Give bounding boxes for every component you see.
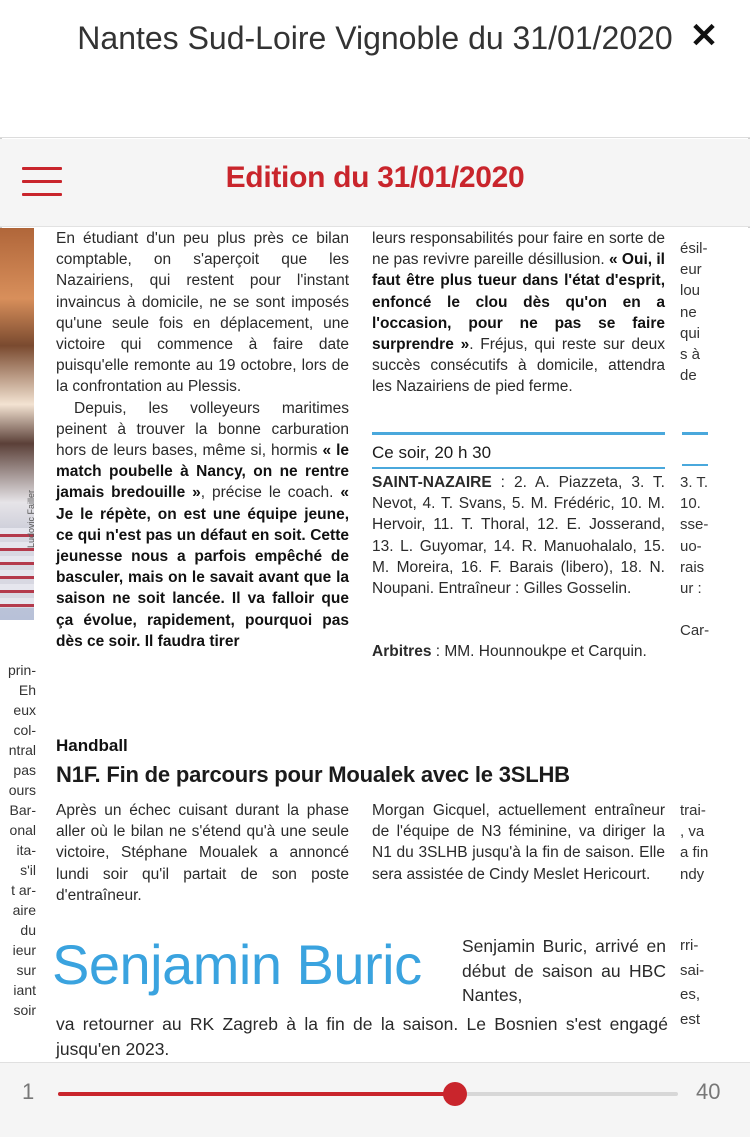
match-box-title: Ce soir, 20 h 30: [372, 432, 665, 469]
text-fragment: Bar-: [9, 802, 36, 818]
handball-column-2: Morgan Gicquel, actuellement entraîneur de l'équipe de N3 féminine, va diriger la N1 du 3SLHB jusqu'à la fin de saison. Elle sera assistée de Cindy Meslet Hericourt.: [372, 802, 665, 883]
match-box-rule-fragment: [682, 432, 708, 466]
edition-bar: [0, 139, 750, 227]
close-icon: ✕: [689, 17, 719, 55]
text-fragment: [680, 599, 709, 620]
edition-title: Edition du 31/01/2020: [225, 161, 525, 194]
fragment-group: [680, 238, 708, 386]
text-fragment: ne: [680, 303, 697, 321]
buric-body: va retourner au RK Zagreb à la fin de la saison. Le Bosnien s'est engagé jusqu'en 2023.: [56, 1014, 668, 1059]
handball-column-1: Après un échec cuisant durant la phase aller où le bilan ne s'étend qu'à une seule victoire, Stéphane Moualek a annoncé lundi soir qu'il partait de son poste d'entraîneur.: [56, 802, 349, 904]
text-fragment: aire: [12, 902, 36, 918]
text-fragment: eur: [680, 261, 702, 279]
text-fragment: du: [20, 922, 36, 938]
quote-run: « Je le répète, on est une équipe jeune, ce qui n'est pas un défaut en soit. Cette jeunesse nous a parfois empêché de basculer, mais on le savait avant que la saison ne soit lancée. Il va falloir que ça évolue, rapidement, pourquoi pas dès ce soir. Il faudra tirer: [56, 484, 349, 650]
page-min-label: 1: [22, 1079, 35, 1104]
text-fragment: 10.: [680, 495, 701, 513]
referees: [372, 641, 665, 662]
text-fragment: prin-: [7, 662, 36, 678]
text-fragment: Eh: [18, 682, 36, 698]
text-fragment: a fin: [680, 844, 709, 862]
text-fragment: ours: [8, 782, 36, 798]
text-fragment: 3. T.: [680, 474, 709, 491]
close-button[interactable]: [682, 16, 726, 56]
article-paragraph: [372, 228, 665, 398]
text-fragment: ita-: [16, 842, 36, 858]
fragment-group: [680, 800, 708, 885]
featured-name-heading: Senjamin Buric: [52, 933, 422, 996]
text-fragment: pas: [13, 762, 36, 778]
text-fragment: s'il: [20, 862, 36, 878]
text-fragment: uo-: [680, 537, 702, 555]
article-headline: N1F. Fin de parcours pour Moualek avec le 3SLHB: [56, 762, 570, 787]
text-fragment: qui: [680, 324, 701, 342]
text-fragment: es,: [680, 986, 701, 1003]
text-fragment: ntral: [8, 742, 36, 758]
text-fragment: sse-: [680, 516, 709, 534]
referees-text: : MM. Hounnoukpe et Carquin.: [431, 643, 647, 660]
article-column-1: [56, 228, 349, 652]
fragment-group: [680, 472, 709, 642]
text-fragment: t ar-: [11, 882, 36, 898]
buric-intro: Senjamin Buric, arrivé en début de saison au HBC Nantes,: [462, 936, 666, 1005]
team-roster: [372, 472, 665, 599]
text-fragment: ndy: [680, 865, 705, 883]
text-fragment: onal: [9, 822, 36, 838]
text-fragment: ieur: [12, 942, 36, 958]
text-fragment: s à: [680, 346, 701, 364]
team-roster-text: : 2. A. Piazzeta, 3. T. Nevot, 4. T. Svans, 5. M. Frédéric, 10. M. Hervoir, 11. T. Thoral, 12. E. Josserand, 13. L. Guyomar, 14. R. Manuohalalo, 15. M. Moreira, 16. F. Barais (libero), 18. N. Noupani. Entraîneur : Gilles Gosselin.: [372, 474, 665, 598]
team-label: SAINT-NAZAIRE: [372, 474, 492, 491]
hamburger-line: [22, 180, 62, 183]
text-fragment: rri-: [680, 937, 699, 954]
text-fragment: trai-: [680, 802, 706, 819]
text-run: , précise le coach.: [200, 484, 341, 502]
text-fragment: ur :: [680, 580, 702, 598]
page-max-label: 40: [696, 1079, 721, 1104]
section-label: Handball: [56, 736, 128, 755]
quote-run: « Oui, il faut être plus tueur dans l'état d'esprit, enfoncé le clou dès qu'on en a l'occasion, pour ne pas se faire surprendre »: [372, 251, 665, 354]
fragment-group: [680, 934, 704, 1032]
quote-run: « le match poubelle à Nancy, on ne rentre jamais bredouille »: [56, 442, 349, 502]
text-fragment: iant: [13, 982, 36, 998]
referees-label: Arbitres: [372, 643, 432, 660]
newspaper-page-viewer[interactable]: [0, 228, 750, 1062]
menu-button[interactable]: [22, 167, 64, 199]
left-page-edge: [0, 228, 40, 1062]
text-fragment: de: [680, 367, 697, 385]
text-fragment: est: [680, 1010, 701, 1028]
text-fragment: soir: [13, 1002, 36, 1018]
text-run: . Fréjus, qui reste sur deux succès consécutifs à domicile, attendra les Nazairiens de pied ferme.: [372, 336, 665, 396]
modal-header: [0, 0, 750, 138]
right-column-fragments: [680, 228, 710, 1062]
article-paragraph: [56, 398, 349, 652]
page-slider-thumb[interactable]: [443, 1082, 467, 1106]
text-fragment: lou: [680, 282, 701, 300]
text-fragment: ésil-: [680, 240, 708, 257]
text-fragment: eux: [13, 702, 36, 718]
hamburger-line: [22, 193, 62, 196]
text-run: leurs responsabilités pour faire en sorte de ne pas revivre pareille désillusion.: [372, 230, 665, 269]
left-column-fragments: [2, 660, 36, 1020]
text-fragment: sai-: [680, 961, 705, 979]
text-run: Depuis, les volleyeurs maritimes peinent à trouver la bonne carburation hors de leurs bases, même si, hormis: [56, 399, 349, 460]
modal-title: Nantes Sud-Loire Vignoble du 31/01/2020: [77, 20, 673, 56]
text-fragment: Car-: [680, 622, 710, 640]
page-slider-fill: [58, 1092, 455, 1096]
text-fragment: col-: [13, 722, 36, 738]
text-fragment: sur: [16, 962, 36, 978]
page-slider-bar: [0, 1062, 750, 1137]
hamburger-menu-icon: [22, 167, 62, 170]
page-slider-track[interactable]: [58, 1092, 678, 1096]
photo-credit: Ludovic Failler: [26, 489, 36, 548]
text-fragment: rais: [680, 558, 705, 576]
article-column-2: [372, 228, 665, 398]
text-fragment: , va: [680, 823, 705, 841]
article-paragraph: En étudiant d'un peu plus près ce bilan comptable, on s'aperçoit que les Nazairiens, qui restent pour l'instant invaincus à domicile, ne se sont imposés qu'une seule fois en déplacement, une victoire qui commence à faire date puisqu'elle remonte au 19 octobre, lors de la confrontation au Plessis.: [56, 230, 349, 396]
